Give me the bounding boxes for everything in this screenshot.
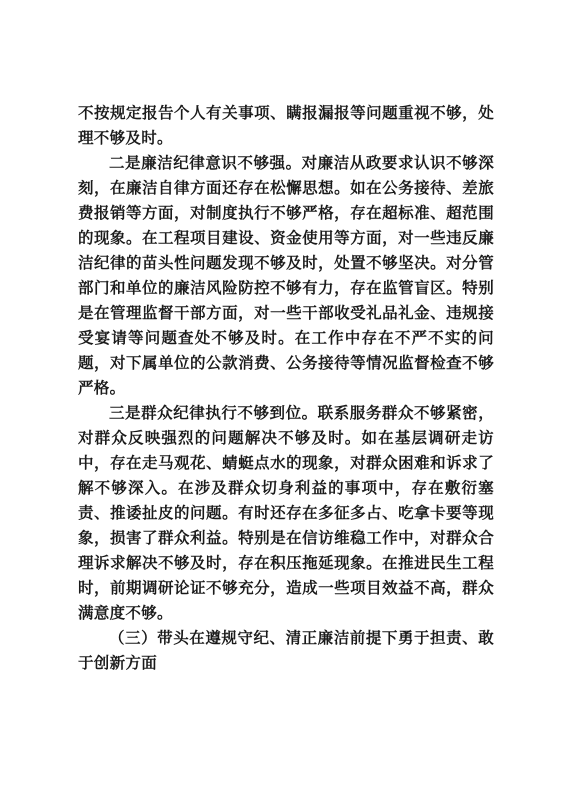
paragraph-mass-discipline: 三是群众纪律执行不够到位。联系服务群众不够紧密，对群众反映强烈的问题解决不够及时。如在基层调研走访中，存在走马观花、蜻蜓点水的现象，对群众困难和诉求了解不够深入。在涉及群众切身利益的事项中，存在敷衍塞责、推诿扯皮的问题。有时还存在多征多占、吃拿卡要等现象，损害了群众利益。特别是在信访维稳工作中，对群众合理诉求解决不够及时，存在积压拖延现象。在推进民生工程时，前期调研论证不够充分，造成一些项目效益不高，群众满意度不够。 — [78, 403, 494, 622]
document-body — [78, 100, 494, 675]
section-heading-three: （三）带头在遵规守纪、清正廉洁前提下勇于担责、敢于创新方面 — [78, 628, 494, 672]
paragraph-integrity-discipline: 二是廉洁纪律意识不够强。对廉洁从政要求认识不够深刻，在廉洁自律方面还存在松懈思想。如在公务接待、差旅费报销等方面，对制度执行不够严格，存在超标准、超范围的现象。在工程项目建设、资金使用等方面，对一些违反廉洁纪律的苗头性问题发现不够及时，处置不够坚决。对分管部门和单位的廉洁风险防控不够有力，存在监管盲区。特别是在管理监督干部方面，对一些干部收受礼品礼金、违规接受宴请等问题查处不够及时。在工作中存在不严不实的问题，对下属单位的公款消费、公务接待等情况监督检查不够严格。 — [78, 153, 494, 397]
paragraph-continuation: 不按规定报告个人有关事项、瞒报漏报等问题重视不够，处理不够及时。 — [78, 103, 494, 147]
